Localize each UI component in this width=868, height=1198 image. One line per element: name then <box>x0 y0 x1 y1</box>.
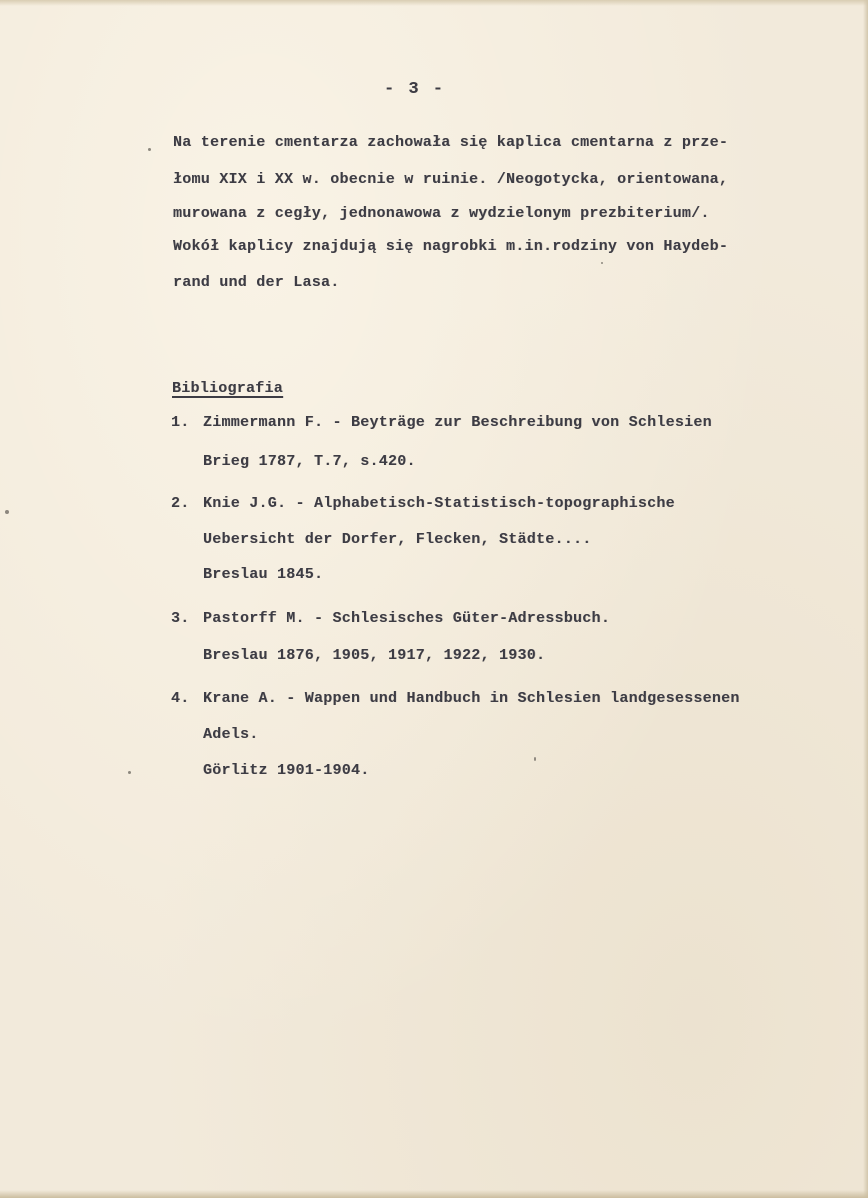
bibliography-entry-line: Uebersicht der Dorfer, Flecken, Städte.... <box>203 531 592 548</box>
paper-speck <box>5 510 9 514</box>
bibliography-entry-number: 4. <box>171 690 190 707</box>
page-number: - 3 - <box>384 80 446 99</box>
bibliography-entry-line: Brieg 1787, T.7, s.420. <box>203 453 416 470</box>
bibliography-entry-line: Adels. <box>203 726 259 743</box>
bibliography-entry-number: 3. <box>171 610 190 627</box>
paragraph-line: łomu XIX i XX w. obecnie w ruinie. /Neogotycka, orientowana, <box>173 171 729 188</box>
paragraph-line: rand und der Lasa. <box>173 274 340 291</box>
bibliography-entry-line: Görlitz 1901-1904. <box>203 762 370 779</box>
bibliography-entry-number: 1. <box>171 414 190 431</box>
bibliography-entry-line: Breslau 1845. <box>203 566 324 583</box>
paper-speck <box>148 148 151 151</box>
paper-speck <box>534 757 536 761</box>
bibliography-heading: Bibliografia <box>172 380 284 397</box>
bibliography-entry-line: Krane A. - Wappen und Handbuch in Schlesien landgesessenen <box>203 690 740 707</box>
paper-speck <box>128 771 131 774</box>
bibliography-entry-line: Zimmermann F. - Beyträge zur Beschreibung von Schlesien <box>203 414 712 431</box>
paper-speck <box>601 262 603 264</box>
paragraph-line: Wokół kaplicy znajdują się nagrobki m.in.rodziny von Haydeb- <box>173 238 729 255</box>
paper-edge-bottom <box>0 1190 868 1198</box>
paper-edge-right <box>863 0 868 1198</box>
paper-edge-top <box>0 0 868 6</box>
bibliography-entry-line: Breslau 1876, 1905, 1917, 1922, 1930. <box>203 647 546 664</box>
bibliography-entry-line: Pastorff M. - Schlesisches Güter-Adressbuch. <box>203 610 611 627</box>
paragraph-line: Na terenie cmentarza zachowała się kaplica cmentarna z prze- <box>173 134 729 151</box>
bibliography-entry-line: Knie J.G. - Alphabetisch-Statistisch-topographische <box>203 495 675 512</box>
bibliography-entry-number: 2. <box>171 495 190 512</box>
paragraph-line: murowana z cegły, jednonawowa z wydzielonym prezbiterium/. <box>173 205 710 222</box>
